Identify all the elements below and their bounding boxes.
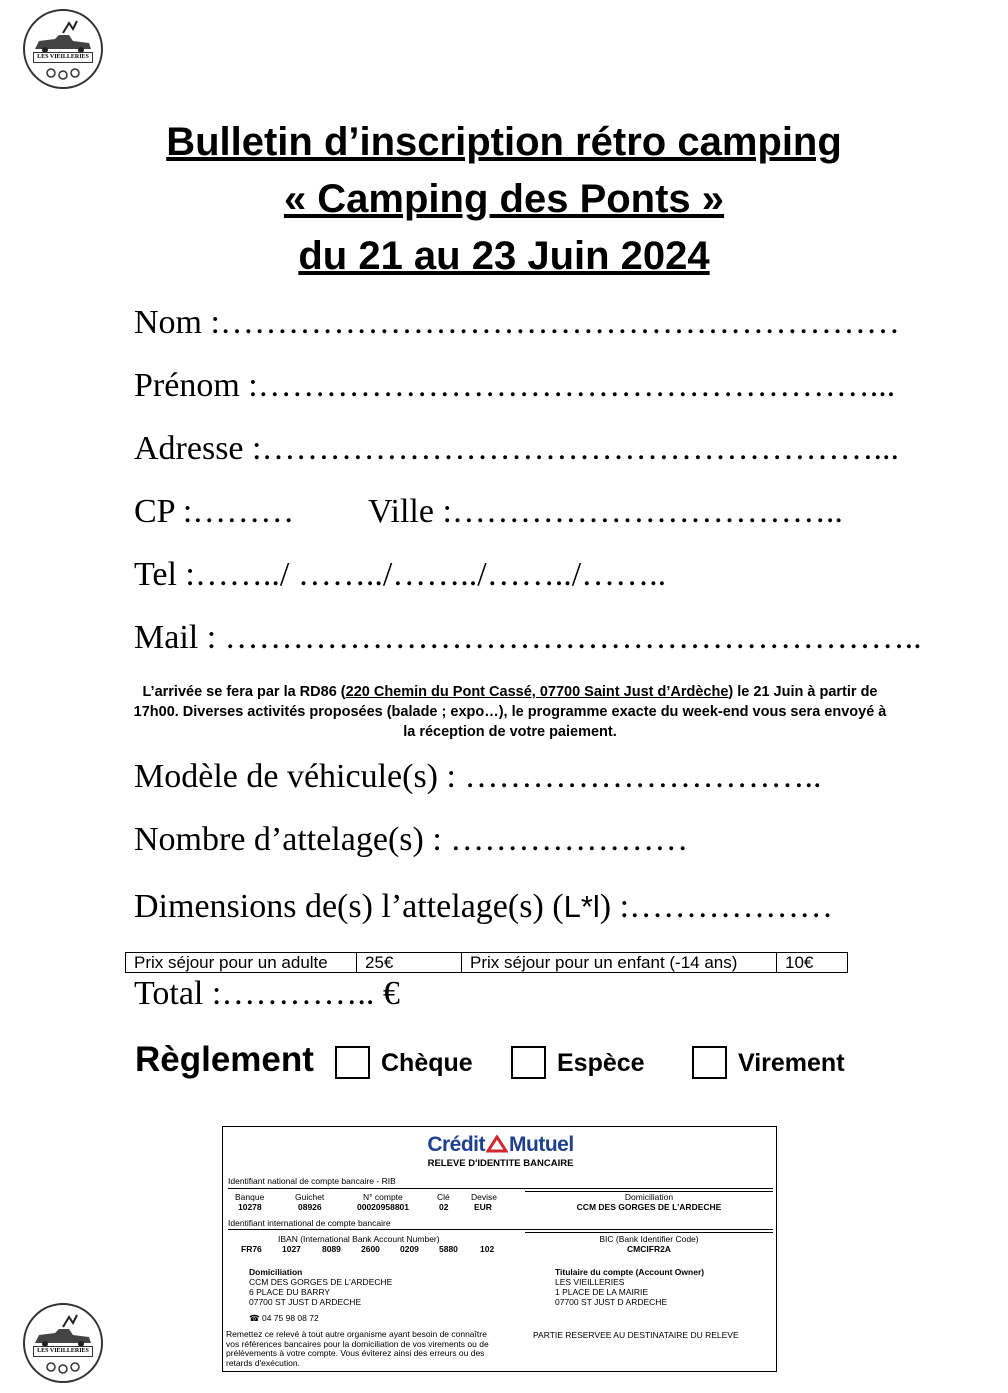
footer-line: vos références bancaires pour la domiciliation de vos virements ou de [226,1338,489,1349]
bank-logo-icon [486,1135,508,1153]
cheque-label: Chèque [381,1049,473,1077]
total-field[interactable]: Total :………….. € [134,975,400,1012]
child-price-label: Prix séjour pour un enfant (-14 ans) [462,953,777,973]
rib-subtitle: RELEVE D'IDENTITE BANCAIRE [427,1158,574,1169]
title-line-2: « Camping des Ponts » [283,177,725,221]
cle-value: 02 [439,1202,449,1212]
divider [525,1191,773,1192]
guichet-header: Guichet [295,1192,325,1202]
adresse-field[interactable]: Adresse :………………………………………………... [134,430,899,467]
tel-field[interactable]: Tel :……../ ……../……../……../…….. [134,556,667,593]
dimensions-prefix: Dimensions de(s) l’attelage(s) ( [134,888,564,925]
dom-line: 07700 ST JUST D ARDECHE [249,1297,362,1307]
divider [525,1232,773,1233]
reglement-label: Règlement [135,1040,314,1079]
ville-field[interactable]: Ville :…………………………….. [368,493,843,530]
iban-part: 102 [480,1244,495,1254]
logo-banner: LES VIEILLERIES [33,1346,93,1357]
reserved-label: PARTIE RESERVEE AU DESTINATAIRE DU RELEVE [533,1330,739,1340]
cheque-checkbox[interactable] [335,1046,370,1079]
divider [228,1229,773,1230]
owner-line: LES VIEILLERIES [555,1277,625,1287]
compte-value: 00020958801 [357,1202,410,1212]
note-part-2: ) le 21 Juin à partir de 17h00. Diverses activités proposées (balade ; expo…), le programme exacte du week-end vous sera envoyé à la réception de votre paiement. [133,684,887,740]
arrival-note [132,682,888,742]
virement-label: Virement [738,1049,845,1077]
owner-line: 1 PLACE DE LA MAIRIE [555,1287,649,1297]
price-table [125,952,848,973]
cle-header: Clé [437,1192,450,1202]
iban-label: IBAN (International Bank Account Number) [278,1234,440,1244]
vintage-car-icon [25,1305,101,1381]
table-row [126,953,848,973]
owner-line: 07700 ST JUST D ARDECHE [555,1297,668,1307]
phone-icon: ☎ [249,1313,260,1323]
banque-value: 10278 [238,1202,262,1212]
bank-name-1: Crédit [427,1133,486,1156]
vintage-car-icon [25,11,101,87]
iban-part: FR76 [241,1244,262,1254]
virement-checkbox[interactable] [692,1046,727,1079]
guichet-value: 08926 [298,1202,322,1212]
domiciliation-value: CCM DES GORGES DE L'ARDECHE [576,1202,722,1212]
note-part-1: L’arrivée se fera par la RD86 ( [142,684,346,700]
dom-line: CCM DES GORGES DE L'ARDECHE [249,1277,393,1287]
modele-vehicule-field[interactable]: Modèle de véhicule(s) : ………………………….. [134,758,822,795]
dimensions-lxl: L*l [563,889,600,924]
devise-header: Devise [471,1192,497,1202]
club-logo-bottom [23,1303,103,1383]
iban-part: 8089 [322,1244,341,1254]
dom-line: 6 PLACE DU BARRY [249,1287,331,1297]
bank-name-2: Mutuel [509,1133,574,1156]
espece-label: Espèce [557,1049,645,1077]
national-id-label: Identifiant national de compte bancaire - RIB [228,1176,396,1186]
nombre-attelage-field[interactable]: Nombre d’attelage(s) : ………………… [134,821,689,858]
divider [228,1188,773,1189]
mail-field[interactable]: Mail : …………………………………………………….. [134,619,922,656]
dimensions-attelage-field[interactable] [134,888,833,926]
cp-field[interactable]: CP :……… [134,493,295,530]
phone-number: 04 75 98 08 72 [261,1313,319,1323]
child-price-value: 10€ [777,953,848,973]
dimensions-suffix: ) :……………… [599,888,834,925]
nom-field[interactable]: Nom :…………………………………………………… [134,304,900,341]
adult-price-label: Prix séjour pour un adulte [126,953,357,973]
bank-logo [223,1133,778,1157]
iban-part: 1027 [282,1244,301,1254]
iban-part: 5880 [439,1244,458,1254]
footer-line: Remettez ce relevé à tout autre organisme ayant besoin de connaître [226,1329,487,1339]
compte-header: N° compte [363,1192,403,1202]
rib-card [222,1126,777,1372]
domiciliation-header: Domiciliation [624,1192,674,1202]
phone-line [249,1313,319,1323]
devise-value: EUR [474,1202,492,1212]
prenom-field[interactable]: Prénom :………………………………………………... [134,367,896,404]
footer-line: retards d'exécution. [226,1357,300,1368]
club-logo-top [23,9,103,89]
dom-title: Domiciliation [249,1267,303,1277]
owner-title: Titulaire du compte (Account Owner) [555,1267,705,1277]
note-address: 220 Chemin du Pont Cassé, 07700 Saint Just d’Ardèche [345,684,729,700]
iban-part: 2600 [361,1244,380,1254]
bic-value: CMCIFR2A [627,1244,671,1254]
banque-header: Banque [235,1192,265,1202]
title-line-1: Bulletin d’inscription rétro camping [166,120,842,164]
bic-label: BIC (Bank Identifier Code) [599,1234,699,1244]
intl-id-label: Identifiant international de compte bancaire [228,1218,391,1228]
adult-price-value: 25€ [357,953,462,973]
title-line-3: du 21 au 23 Juin 2024 [298,234,710,278]
iban-part: 0209 [400,1244,419,1254]
footer-line: prélèvements à votre compte. Vous éviterez ainsi des erreurs ou des [226,1348,485,1358]
logo-banner: LES VIEILLERIES [33,52,93,63]
espece-checkbox[interactable] [511,1046,546,1079]
